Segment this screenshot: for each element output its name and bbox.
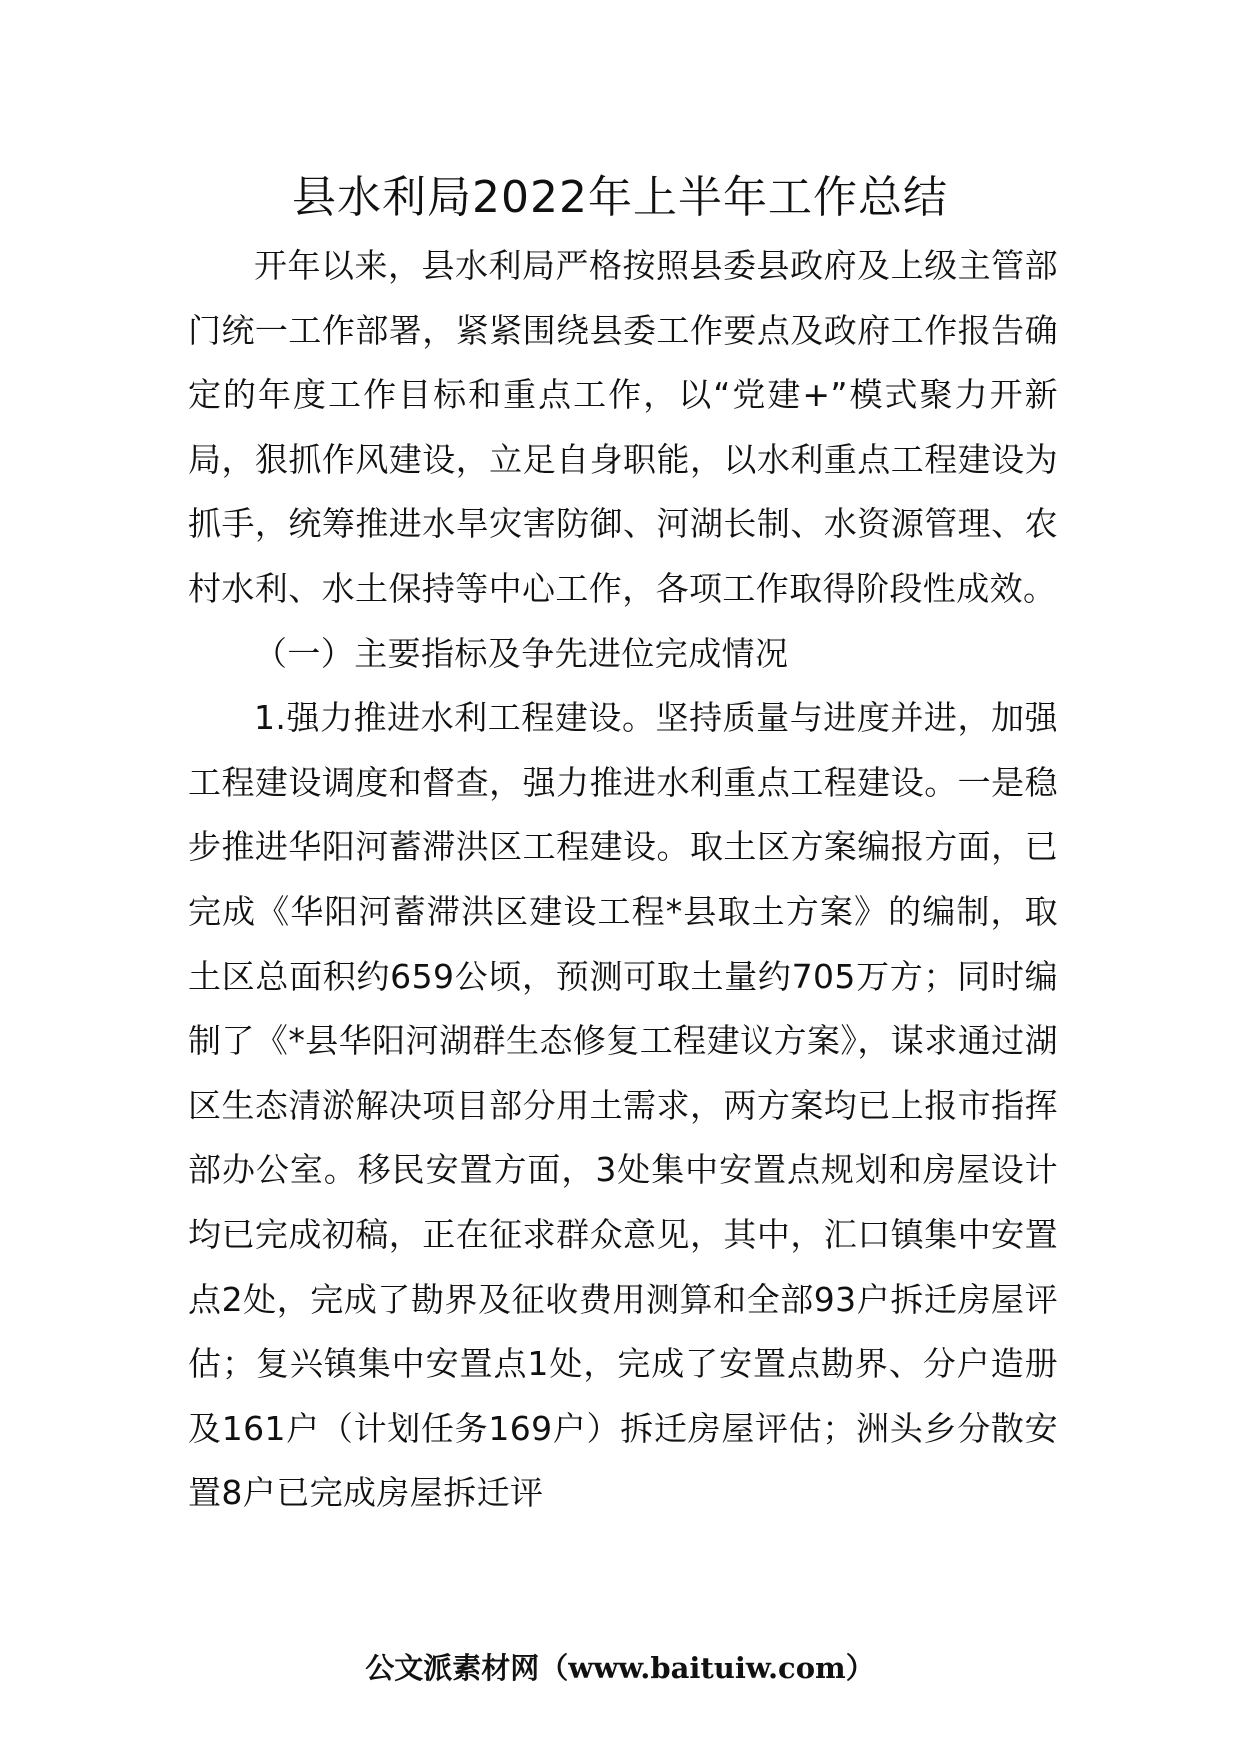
document-title: 县水利局2022年上半年工作总结 [292,172,948,223]
watermark-footer: 公文派素材网（www.baituiw.com） [365,1651,875,1685]
document-body [188,234,1058,1526]
section-heading: （一）主要指标及争先进位完成情况 [254,633,789,673]
engineering-paragraph: 1.强力推进水利工程建设。坚持质量与进度并进，加强工程建设调度和督查，强力推进水利重点工程建设。一是稳步推进华阳河蓄滞洪区工程建设。取土区方案编报方面，已完成《华阳河蓄滞洪区建设工程*县取土方案》的编制，取土区总面积约659公顷，预测可取土量约705万方；同时编制了《*县华阳河湖群生态修复工程建议方案》，谋求通过湖区生态清淤解决项目部分用土需求，两方案均已上报市指挥部办公室。移民安置方面，3处集中安置点规划和房屋设计均已完成初稿，正在征求群众意见，其中，汇口镇集中安置点2处，完成了勘界及征收费用测算和全部93户拆迁房屋评估；复兴镇集中安置点1处，完成了安置点勘界、分户造册及161户（计划任务169户）拆迁房屋评估；洲头乡分散安置8户已完成房屋拆迁评 [188,698,1058,1513]
intro-paragraph: 开年以来，县水利局严格按照县委县政府及上级主管部门统一工作部署，紧紧围绕县委工作要点及政府工作报告确定的年度工作目标和重点工作，以“党建+”模式聚力开新局，狠抓作风建设，立足自身职能，以水利重点工程建设为抓手，统筹推进水旱灾害防御、河湖长制、水资源管理、农村水利、水土保持等中心工作，各项工作取得阶段性成效。 [188,246,1058,608]
